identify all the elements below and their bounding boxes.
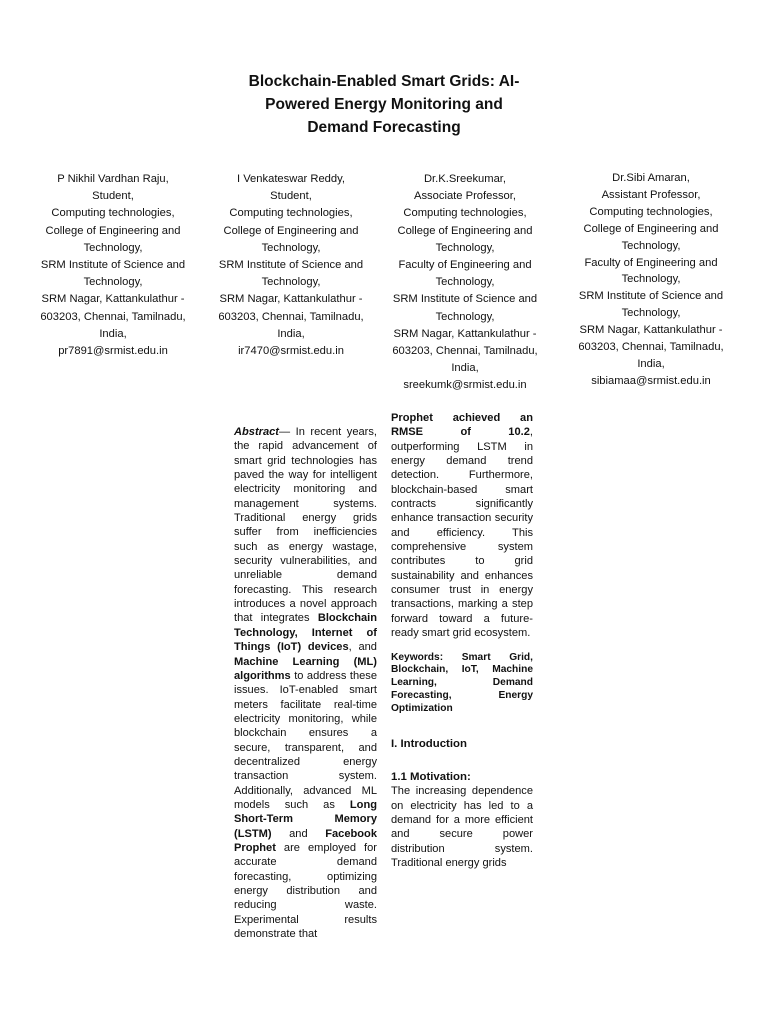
author-name: Dr.K.Sreekumar, xyxy=(423,173,507,185)
author-affiliation: Faculty of Engineering and xyxy=(584,256,718,269)
abstract-emphasis: Long Short-Term Memory (LSTM) xyxy=(234,798,377,840)
author-address: SRM Nagar, Kattankulathur - xyxy=(41,293,185,306)
author-affiliation: SRM Institute of Science and xyxy=(578,290,724,303)
author-affiliation: Computing technologies, xyxy=(229,207,353,220)
author-name: P Nikhil Vardhan Raju, xyxy=(57,173,169,185)
author-affiliation: College of Engineering and xyxy=(583,222,719,235)
author-block-3 xyxy=(380,171,550,395)
author-address: India, xyxy=(451,362,479,375)
abstract-dash: — xyxy=(279,426,296,438)
author-email: sreekumk@srmist.edu.in xyxy=(403,379,527,392)
author-affiliation: College of Engineering and xyxy=(223,224,359,237)
author-affiliation: College of Engineering and xyxy=(45,224,181,237)
author-affiliation: Technology, xyxy=(621,239,681,252)
author-role: Student, xyxy=(92,190,134,203)
author-role: Student, xyxy=(270,190,312,203)
author-address: India, xyxy=(637,357,665,370)
abstract-column xyxy=(234,425,377,941)
author-affiliation: College of Engineering and xyxy=(397,224,533,237)
abstract-text: In recent years, the rapid advancement of smart grid technologies has paved the way for intelligent electricity monitoring and management systems. Traditional energy grids suffer from inefficiencies such as energy wastage, security vulnerabilities, and unreliable demand forecasting. This research introduces a novel approach that integrates xyxy=(234,426,377,625)
abstract-text: to address these issues. IoT-enabled smart meters facilitate real-time electricity monitoring, while blockchain ensures a secure, transparent, and decentralized energy transaction system. Additionally, advanced ML models such as xyxy=(234,669,377,811)
author-affiliation: Technology, xyxy=(435,310,495,323)
abstract-emphasis: Prophet achieved an RMSE of 10.2 xyxy=(391,412,533,439)
author-block-1 xyxy=(28,171,198,360)
author-name: Dr.Sibi Amaran, xyxy=(612,172,690,184)
abstract xyxy=(234,425,377,941)
section-heading: I. Introduction xyxy=(391,738,467,751)
keywords xyxy=(391,652,533,716)
title-line: Demand Forecasting xyxy=(307,119,461,136)
author-address: India, xyxy=(277,327,305,340)
author-affiliation: Technology, xyxy=(621,307,681,320)
right-text-column xyxy=(391,411,533,870)
author-affiliation: Computing technologies, xyxy=(403,207,527,220)
author-block-2 xyxy=(206,171,376,360)
intro-paragraph: The increasing dependence on electricity has led to a demand for a more efficient and secure power distribution system. Traditional energy grids xyxy=(391,785,533,869)
author-email: pr7891@srmist.edu.in xyxy=(58,345,168,358)
author-affiliation: SRM Institute of Science and xyxy=(218,259,364,272)
author-affiliation: Technology, xyxy=(83,276,143,289)
author-name: I Venkateswar Reddy, xyxy=(237,173,345,185)
author-affiliation: Technology, xyxy=(83,241,143,254)
author-affiliation: Faculty of Engineering and xyxy=(398,259,532,272)
author-affiliation: Technology, xyxy=(261,241,321,254)
abstract-text: are employed for accurate demand forecasting, optimizing energy distribution and reducing waste. Experimental results demonstrate that xyxy=(234,841,377,941)
abstract-text: and xyxy=(271,827,326,840)
author-address: 603203, Chennai, Tamilnadu, xyxy=(218,310,364,323)
abstract-continuation xyxy=(391,411,533,641)
title-line: Powered Energy Monitoring and xyxy=(265,96,503,113)
abstract-emphasis: Facebook Prophet xyxy=(234,827,377,854)
author-affiliation: Computing technologies, xyxy=(51,207,175,220)
author-affiliation: SRM Institute of Science and xyxy=(392,293,538,306)
author-email: sibiamaa@srmist.edu.in xyxy=(591,374,711,387)
abstract-emphasis: Blockchain Technology, Internet of Things (IoT) devices xyxy=(234,612,377,654)
author-email: ir7470@srmist.edu.in xyxy=(238,345,344,358)
author-address: SRM Nagar, Kattankulathur - xyxy=(579,324,723,337)
author-role: Assistant Professor, xyxy=(601,188,701,201)
paper-title xyxy=(214,70,554,139)
abstract-emphasis: Machine Learning (ML) algorithms xyxy=(234,655,377,682)
abstract-text: , and xyxy=(348,641,377,654)
author-block-4 xyxy=(566,170,736,390)
subsection-heading: 1.1 Motivation: xyxy=(391,770,471,783)
abstract-label: Abstract xyxy=(234,426,280,438)
author-affiliation: Technology, xyxy=(435,241,495,254)
author-address: 603203, Chennai, Tamilnadu, xyxy=(40,310,186,323)
author-role: Associate Professor, xyxy=(414,190,516,203)
author-affiliation: Technology, xyxy=(435,276,495,289)
title-line: Blockchain-Enabled Smart Grids: AI- xyxy=(248,73,520,90)
author-affiliation: Computing technologies, xyxy=(589,205,713,218)
abstract-text: , outperforming LSTM in energy demand trend detection. Furthermore, blockchain-based smart contracts significantly enhance transaction security and efficiency. This comprehensive system contributes to grid sustainability and enhances consumer trust in energy transactions, marking a step forward toward a future-ready smart grid ecosystem. xyxy=(391,426,533,640)
author-address: 603203, Chennai, Tamilnadu, xyxy=(578,341,724,354)
author-affiliation: Technology, xyxy=(621,273,681,286)
keywords-text: Keywords: Smart Grid, Blockchain, IoT, Machine Learning, Demand Forecasting, Energy Optimization xyxy=(391,651,533,714)
author-address: SRM Nagar, Kattankulathur - xyxy=(393,327,537,340)
author-address: 603203, Chennai, Tamilnadu, xyxy=(392,345,538,358)
author-affiliation: SRM Institute of Science and xyxy=(40,259,186,272)
author-address: India, xyxy=(99,327,127,340)
author-affiliation: Technology, xyxy=(261,276,321,289)
author-address: SRM Nagar, Kattankulathur - xyxy=(219,293,363,306)
